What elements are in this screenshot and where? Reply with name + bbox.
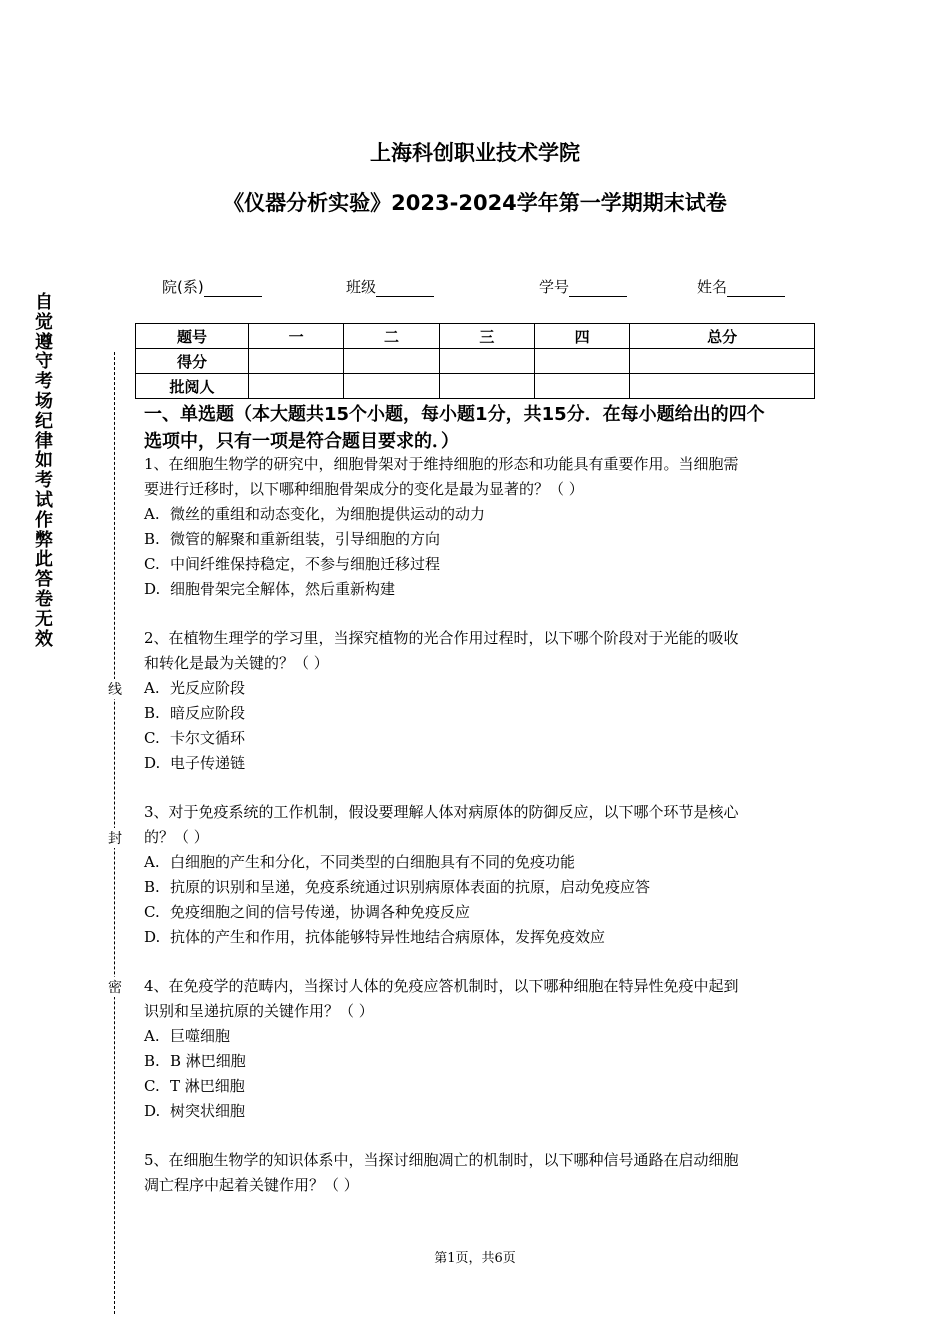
warning-char: 试 — [35, 489, 53, 511]
warning-char: 自 — [35, 292, 53, 313]
score-header-cell: 四 — [534, 324, 629, 349]
score-header-cell: 一 — [249, 324, 344, 349]
score-table-header-row — [136, 324, 815, 349]
page-number: 第1页，共6页 — [434, 1251, 516, 1266]
student-id-field — [539, 276, 627, 297]
score-cell — [344, 349, 439, 374]
dept-field — [162, 276, 262, 297]
warning-char: 如 — [35, 450, 53, 472]
student-id-blank — [569, 280, 627, 297]
score-header-cell: 三 — [439, 324, 534, 349]
score-row — [136, 349, 815, 374]
warning-char: 纪 — [35, 410, 53, 432]
question-stem: 2、在植物生理学的学习里，当探究植物的光合作用过程时，以下哪个阶段对于光能的吸收 — [144, 629, 739, 647]
warning-char: 考 — [35, 371, 53, 393]
question-stem: 的？（ ） — [144, 828, 209, 846]
grader-row-label: 批阅人 — [136, 374, 249, 399]
score-cell — [534, 349, 629, 374]
question-5 — [144, 1148, 814, 1198]
option-d: D. 细胞骨架完全解体，然后重新构建 — [144, 580, 396, 598]
binding-mark-seal: 封 — [106, 828, 124, 848]
grader-cell — [534, 374, 629, 399]
option-c: C. T 淋巴细胞 — [144, 1077, 245, 1095]
grader-row — [136, 374, 815, 399]
warning-char: 此 — [35, 549, 53, 571]
question-stem: 3、对于免疫系统的工作机制，假设要理解人体对病原体的防御反应，以下哪个环节是核心 — [144, 803, 739, 821]
option-c: C. 卡尔文循环 — [144, 729, 246, 747]
question-4 — [144, 974, 814, 1124]
dept-label: 院(系) — [162, 278, 204, 296]
name-field — [697, 276, 785, 297]
question-stem: 5、在细胞生物学的知识体系中，当探讨细胞凋亡的机制时，以下哪种信号通路在启动细胞 — [144, 1151, 739, 1169]
section-heading-line: 选项中，只有一项是符合题目要求的．） — [144, 431, 459, 452]
option-d: D. 树突状细胞 — [144, 1102, 246, 1120]
warning-char: 遵 — [35, 331, 53, 353]
grader-cell — [439, 374, 534, 399]
question-stem: 要进行迁移时，以下哪种细胞骨架成分的变化是最为显著的？（ ） — [144, 480, 584, 498]
binding-mark-line: 线 — [106, 679, 124, 699]
class-label: 班级 — [346, 278, 377, 296]
score-header-cell: 总分 — [630, 324, 815, 349]
school-name: 上海科创职业技术学院 — [370, 141, 580, 165]
option-b: B. B 淋巴细胞 — [144, 1052, 246, 1070]
name-label: 姓名 — [697, 278, 728, 296]
warning-char: 弊 — [35, 529, 53, 551]
question-1 — [144, 452, 814, 602]
question-stem: 4、在免疫学的范畴内，当探讨人体的免疫应答机制时，以下哪种细胞在特异性免疫中起到 — [144, 977, 739, 995]
score-header-cell: 题号 — [136, 324, 249, 349]
option-a: A. 白细胞的产生和分化，不同类型的白细胞具有不同的免疫功能 — [144, 853, 576, 871]
score-table — [135, 323, 815, 399]
option-d: D. 电子传递链 — [144, 754, 246, 772]
name-blank — [727, 280, 785, 297]
dept-blank — [204, 280, 262, 297]
class-blank — [376, 280, 434, 297]
question-stem: 凋亡程序中起着关键作用？（ ） — [144, 1176, 359, 1194]
warning-char: 觉 — [35, 311, 53, 333]
question-stem: 和转化是最为关键的？（ ） — [144, 654, 329, 672]
warning-char: 卷 — [35, 588, 53, 610]
question-2 — [144, 626, 814, 776]
score-header-cell: 二 — [344, 324, 439, 349]
option-b: B. 微管的解聚和重新组装，引导细胞的方向 — [144, 530, 441, 548]
option-b: B. 抗原的识别和呈递，免疫系统通过识别病原体表面的抗原，启动免疫应答 — [144, 878, 651, 896]
option-d: D. 抗体的产生和作用，抗体能够特异性地结合病原体，发挥免疫效应 — [144, 928, 606, 946]
student-id-label: 学号 — [539, 278, 570, 296]
grader-cell — [344, 374, 439, 399]
option-c: C. 免疫细胞之间的信号传递，协调各种免疫反应 — [144, 903, 471, 921]
exam-title: 《仪器分析实验》2023-2024学年第一学期期末试卷 — [223, 191, 727, 215]
grader-cell — [630, 374, 815, 399]
warning-char: 效 — [35, 628, 53, 650]
option-a: A. 巨噬细胞 — [144, 1027, 231, 1045]
question-stem: 识别和呈递抗原的关键作用？（ ） — [144, 1002, 374, 1020]
score-cell — [630, 349, 815, 374]
option-a: A. 微丝的重组和动态变化，为细胞提供运动的动力 — [144, 505, 486, 523]
exam-discipline-warning — [30, 293, 58, 649]
section-heading-line: 一、单选题（本大题共15个小题，每小题1分，共15分．在每小题给出的四个 — [144, 404, 765, 425]
grader-cell — [249, 374, 344, 399]
warning-char: 考 — [35, 470, 53, 492]
warning-char: 场 — [35, 390, 53, 412]
binding-mark-secret: 密 — [106, 977, 124, 997]
score-row-label: 得分 — [136, 349, 249, 374]
section-heading — [144, 401, 814, 455]
warning-char: 无 — [35, 608, 53, 630]
option-c: C. 中间纤维保持稳定，不参与细胞迁移过程 — [144, 555, 441, 573]
warning-char: 守 — [35, 351, 53, 373]
option-b: B. 暗反应阶段 — [144, 704, 246, 722]
question-stem: 1、在细胞生物学的研究中，细胞骨架对于维持细胞的形态和功能具有重要作用。当细胞需 — [144, 455, 739, 473]
warning-char: 答 — [35, 569, 53, 591]
question-3 — [144, 800, 814, 950]
score-cell — [249, 349, 344, 374]
warning-char: 律 — [35, 430, 53, 452]
option-a: A. 光反应阶段 — [144, 679, 246, 697]
warning-char: 作 — [35, 509, 53, 531]
class-field — [346, 276, 434, 297]
score-cell — [439, 349, 534, 374]
